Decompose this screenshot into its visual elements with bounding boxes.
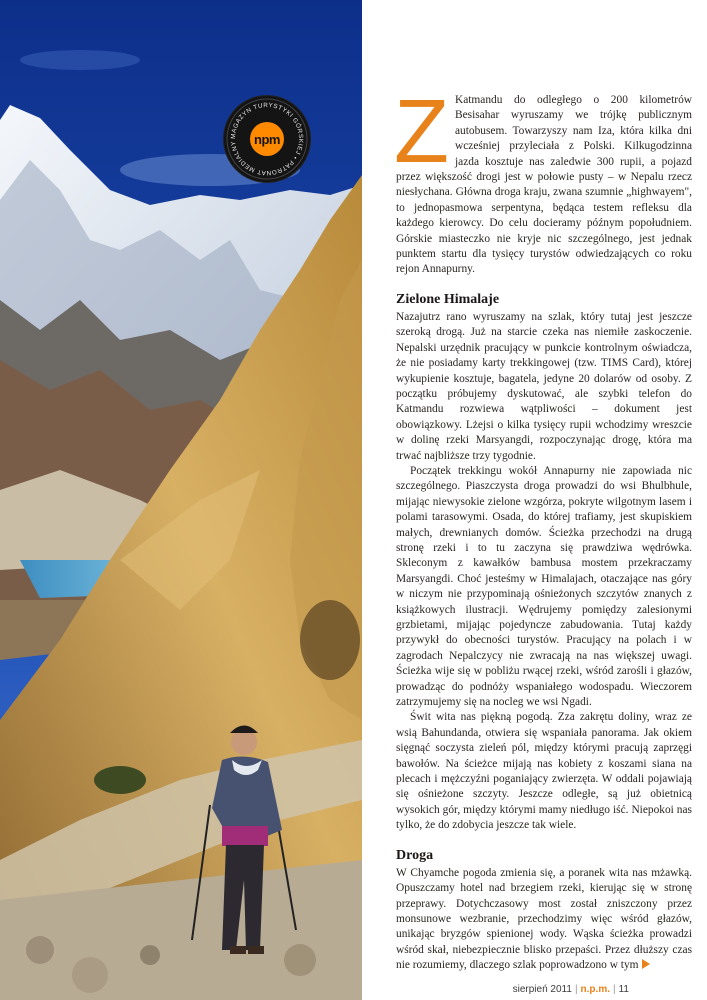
page-number: 11 bbox=[618, 984, 629, 995]
section1-paragraph-2: Początek trekkingu wokół Annapurny nie zapowiada nic szczególnego. Piaszczysta droga prowadzi do wsi Bhulbhule, mijając niewysokie zielone wzgórza, pokryte wilgotnym lasem i polami tarasowymi. Osada, do której trafiamy, jest skupiskiem małych, drewnianych domów. Ścieżka przechodzi na drugą stronę rzeki i to tu zaczyna się prawdziwa wędrówka. Skleconym z kawałków bambusa mostem przekraczamy Marsyangdi. Choć jesteśmy w Himalajach, otaczające nas góry w niczym nie przypominają ośnieżonych szczytów znanych z książkowych ilustracji. Wędrujemy pomiędzy zalesionymi grzbietami, mijając pojedyncze zabudowania. Tutaj każdy przywykł do obecności turystów. Pracujący na polach i w zagrodach Nepalczycy nie zwracają na nas większej uwagi. Ścieżka wije się w pobliżu rwącej rzeki, wśród zarośli i głazów, prowadząc do podnóży wspaniałego wodospadu. Wieczorem zatrzymujemy się na nocleg we wsi Ngadi. bbox=[396, 464, 692, 709]
drop-cap: Z bbox=[394, 82, 449, 182]
intro-text: Katmandu do odległego o 200 kilometrów Besisahar wyruszamy we trójkę publicznym autobusem. Towarzyszy nam Iza, która kilka dni wcześniej przyleciała z Polski. Kilkugodzinna jazda kosztuje nas zaledwie 300 rupii, a pojazd przez większość drogi jest w połowie pusty – w Nepalu rzecz niesłychana. Główna droga kraju, zwana szumnie „highwayem", to jednopasmowa serpentyna, będąca testem refleksu dla każdego kierowcy. Do celu docieramy późnym popołudniem. Górskie miasteczko nie kryje nic szczególnego, jest jednak punktem startu dla tysięcy turystów odwiedzających co roku rejon Annapurny. bbox=[396, 94, 692, 276]
section2-paragraph-1 bbox=[396, 866, 692, 974]
continue-arrow-icon bbox=[642, 959, 650, 969]
magazine-name: n.p.m. bbox=[580, 984, 610, 995]
issue-date: sierpień 2011 bbox=[512, 984, 572, 995]
npm-patronage-badge bbox=[224, 96, 310, 182]
intro-paragraph bbox=[394, 82, 692, 278]
page-footer: sierpień 2011 | n.p.m. | 11 bbox=[512, 984, 629, 995]
npm-logo-text: npm bbox=[254, 131, 280, 147]
section1-paragraph-1: Nazajutrz rano wyruszamy na szlak, który tutaj jest jeszcze szeroką drogą. Już na starcie czeka nas niemiłe zaskoczenie. Nepalski urzędnik pracujący w punkcie kontrolnym oświadcza, że nie posiadamy karty trekkingowej (tzw. TIMS Card), której wykupienie kosztuje, bagatela, jedyne 20 dolarów od osoby. Z początku próbujemy dyskutować, ale szybki telefon do Katmandu rozwiewa wątpliwości – dokument jest obowiązkowy. Lżejsi o kilka tysięcy rupii wchodzimy wreszcie w dolinę rzeki Marsyangdi, rozpoczynając drogę, która ma trwać najbliższe trzy tygodnie. bbox=[396, 310, 692, 462]
section-heading-droga: Droga bbox=[396, 847, 434, 863]
section-heading-zielone-himalaje: Zielone Himalaje bbox=[396, 291, 500, 307]
badge-ring-text: MAGAZYN TURYSTYKI GÓRSKIEJ • PATRONAT MEDIALNY bbox=[229, 101, 305, 177]
article-body bbox=[394, 82, 692, 974]
section1-paragraph-3: Świt wita nas piękną pogodą. Zza zakrętu doliny, wraz ze wsią Bahundanda, otwiera się wspaniała panorama. Jak okiem sięgnąć soczysta zieleń pól, między którymi pracują zaprzęgi bawołów. Na ścieżce mijają nas kobiety z koszami siana na plecach i mężczyźni poganiający zwierzęta. W oddali pojawiają się ośnieżone szczyty. Jeszcze odległe, są już obietnicą wysokich gór, między którymi mamy niedługo iść. Niepokoi nas tylko, że do zdobycia jeszcze tak wiele. bbox=[396, 711, 692, 832]
section2-text: W Chyamche pogoda zmienia się, a poranek wita nas mżawką. Opuszczamy hotel nad brzegiem rzeki, kierując się w stronę przeprawy. Dotychczasowy most został zniszczony przez monsunowe wezbranie, przechodzimy więc wśród głazów, unikając bryzgów spienionej wody. Wąska ścieżka prowadzi wśród skał, niebezpiecznie blisko przepaści. Przez dłuższy czas nie rozumiemy, dlaczego szlak poprowadzono w tym bbox=[396, 866, 692, 972]
npm-logo bbox=[250, 122, 284, 156]
